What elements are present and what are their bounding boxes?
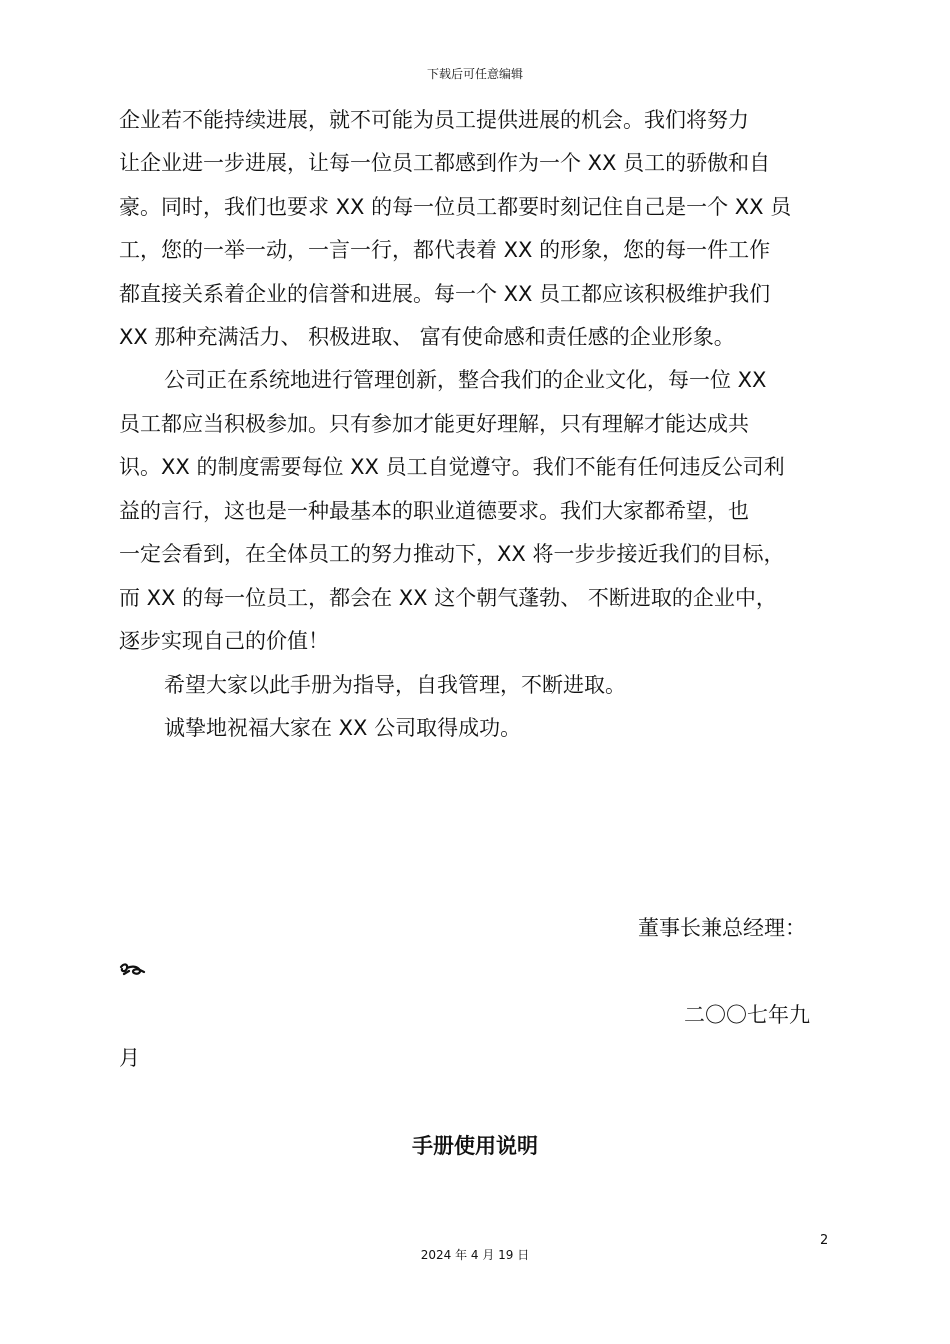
body-line: 识。XX 的制度需要每位 XX 员工自觉遵守。我们不能有任何违反公司利 [119, 455, 785, 479]
section-heading: 手册使用说明 [412, 1134, 538, 1158]
body-line: 而 XX 的每一位员工，都会在 XX 这个朝气蓬勃、 不断进取的企业中， [119, 586, 777, 610]
body-line: 逐步实现自己的价值！ [119, 629, 329, 653]
body-line: 员工都应当积极参加。只有参加才能更好理解，只有理解才能达成共 [119, 412, 749, 436]
header-note: 下载后可任意编辑 [426, 67, 523, 81]
body-line: 工，您的一举一动，一言一行，都代表着 XX 的形象，您的每一件工作 [119, 238, 771, 262]
body-line: 益的言行，这也是一种最基本的职业道德要求。我们大家都希望，也 [119, 499, 749, 523]
body-line: XX 那种充满活力、 积极进取、 富有使命感和责任感的企业形象。 [119, 325, 735, 349]
body-line: 公司正在系统地进行管理创新，整合我们的企业文化，每一位 XX [164, 368, 767, 392]
body-line: 一定会看到，在全体员工的努力推动下，XX 将一步步接近我们的目标， [119, 542, 785, 566]
body-line: 企业若不能持续进展，就不可能为员工提供进展的机会。我们将努力 [119, 108, 749, 132]
page-number: 2 [820, 1233, 829, 1248]
body-line: 让企业进一步进展，让每一位员工都感到作为一个 XX 员工的骄傲和自 [119, 151, 771, 175]
body-line: 都直接关系着企业的信誉和进展。每一个 XX 员工都应该积极维护我们 [119, 282, 771, 306]
body-line: 希望大家以此手册为指导，自我管理，不断进取。 [164, 673, 626, 697]
body-line: 豪。同时，我们也要求 XX 的每一位员工都要时刻记住自己是一个 XX 员 [119, 195, 792, 219]
signature-date-continued: 月 [119, 1046, 140, 1070]
footer-date: 2024 年 4 月 19 日 [420, 1248, 530, 1262]
signature-title: 董事长兼总经理： [638, 916, 806, 940]
body-line: 诚挚地祝福大家在 XX 公司取得成功。 [164, 716, 522, 740]
signature-mark-icon [118, 960, 146, 980]
signature-date: 二〇〇七年九 [684, 1003, 810, 1027]
